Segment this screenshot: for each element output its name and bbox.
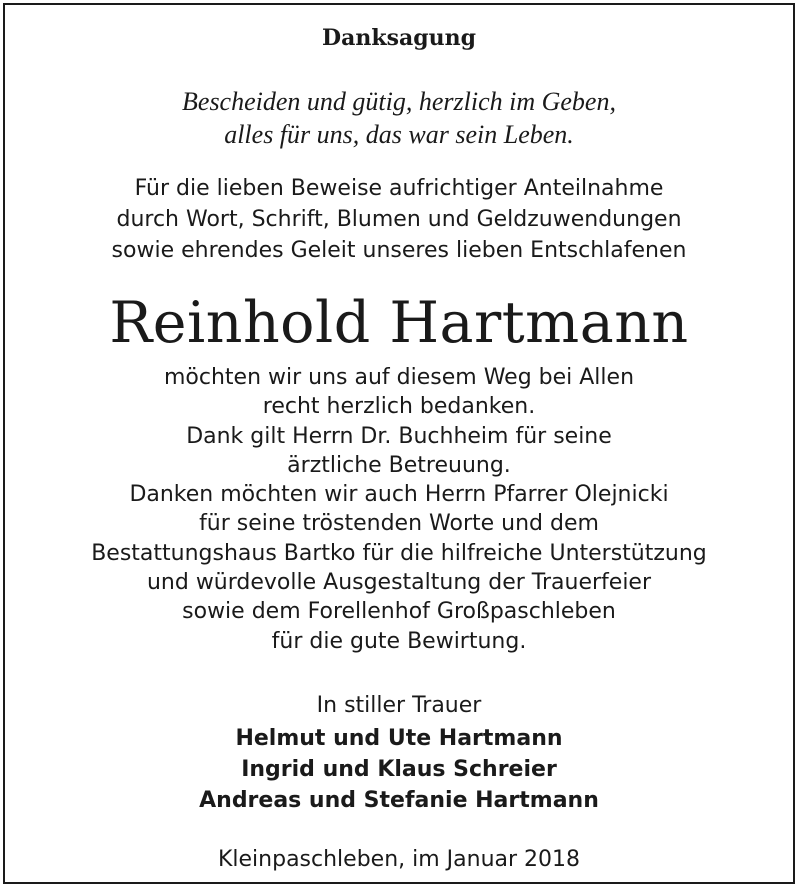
intro-line: Für die lieben Beweise aufrichtiger Anteilnahme	[134, 176, 664, 201]
intro-line: durch Wort, Schrift, Blumen und Geldzuwendungen	[116, 207, 682, 232]
intro-paragraph	[5, 173, 793, 266]
notice-title: Danksagung	[322, 25, 476, 51]
signer-name: Helmut und Ute Hartmann	[235, 726, 563, 751]
thanks-line: recht herzlich bedanken.	[262, 394, 536, 420]
thanks-line: und würdevolle Ausgestaltung der Trauerfeier	[146, 570, 652, 596]
deceased-name: Reinhold Hartmann	[109, 290, 689, 356]
mourning-line: In stiller Trauer	[316, 693, 482, 718]
obituary-notice	[3, 3, 795, 884]
thanks-line: Danken möchten wir auch Herrn Pfarrer Olejnicki	[129, 482, 669, 508]
verse-line: alles für uns, das war sein Leben.	[224, 120, 574, 149]
verse-line: Bescheiden und gütig, herzlich im Geben,	[182, 87, 616, 116]
signers-list	[5, 723, 793, 816]
thanks-paragraph	[5, 363, 793, 656]
thanks-line: Dank gilt Herrn Dr. Buchheim für seine	[186, 423, 612, 449]
thanks-line: für seine tröstenden Worte und dem	[199, 511, 599, 537]
thanks-line: ärztliche Betreuung.	[287, 452, 511, 478]
thanks-line: sowie dem Forellenhof Großpaschleben	[182, 599, 616, 625]
memorial-verse	[5, 85, 793, 151]
intro-line: sowie ehrendes Geleit unseres lieben Entschlafenen	[111, 238, 687, 263]
thanks-line: Bestattungshaus Bartko für die hilfreiche Unterstützung	[91, 540, 707, 566]
place-and-date: Kleinpaschleben, im Januar 2018	[217, 847, 581, 872]
signer-name: Andreas und Stefanie Hartmann	[199, 788, 599, 813]
thanks-line: für die gute Bewirtung.	[271, 628, 527, 654]
thanks-line: möchten wir uns auf diesem Weg bei Allen	[163, 365, 635, 390]
signer-name: Ingrid und Klaus Schreier	[241, 757, 557, 782]
